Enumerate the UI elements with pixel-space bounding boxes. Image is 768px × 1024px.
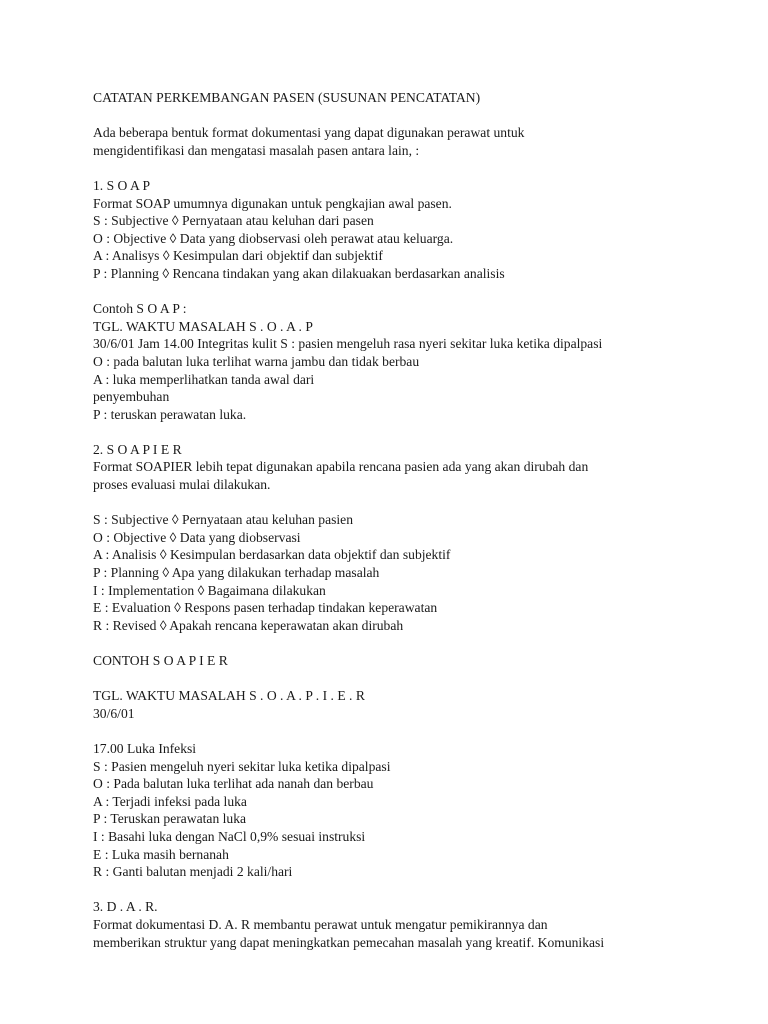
soap-example-line: P : teruskan perawatan luka. <box>93 406 247 422</box>
soapier-example-line: A : Terjadi infeksi pada luka <box>93 793 247 809</box>
soapier-line: A : Analisis ◊ Kesimpulan berdasarkan data objektif dan subjektif <box>93 547 451 563</box>
soapier-intro-line: proses evaluasi mulai dilakukan. <box>93 477 271 493</box>
spacer <box>93 634 713 652</box>
soapier-example-header-line: TGL. WAKTU MASALAH S . O . A . P . I . E . R <box>93 688 365 704</box>
soap-line: S : Subjective ◊ Pernyataan atau keluhan dari pasen <box>93 213 374 229</box>
soap-example-line: TGL. WAKTU MASALAH S . O . A . P <box>93 318 313 334</box>
spacer <box>93 107 713 125</box>
soapier-example-line: E : Luka masih bernanah <box>93 846 229 862</box>
soapier-line: E : Evaluation ◊ Respons pasen terhadap tindakan keperawatan <box>93 600 438 616</box>
spacer <box>93 881 713 899</box>
document-title: CATATAN PERKEMBANGAN PASEN (SUSUNAN PENCATATAN) <box>93 90 481 105</box>
soapier-heading: 2. S O A P I E R <box>93 441 182 457</box>
soap-example-line: O : pada balutan luka terlihat warna jambu dan tidak berbau <box>93 353 420 369</box>
soap-example-line: penyembuhan <box>93 389 170 405</box>
soapier-example-header-line: 30/6/01 <box>93 705 135 721</box>
dar-heading: 3. D . A . R. <box>93 899 158 915</box>
soapier-line: R : Revised ◊ Apakah rencana keperawatan akan dirubah <box>93 617 404 633</box>
document-body <box>93 89 713 951</box>
spacer <box>93 494 713 512</box>
soap-heading: 1. S O A P <box>93 177 151 193</box>
soapier-example-line: R : Ganti balutan menjadi 2 kali/hari <box>93 864 293 880</box>
soapier-example-heading: CONTOH S O A P I E R <box>93 653 228 668</box>
soap-line: A : Analisys ◊ Kesimpulan dari objektif dan subjektif <box>93 248 383 264</box>
intro-line: mengidentifikasi dan mengatasi masalah pasen antara lain, : <box>93 142 420 158</box>
spacer <box>93 159 713 177</box>
spacer <box>93 722 713 740</box>
soap-line: P : Planning ◊ Rencana tindakan yang akan dilakuakan berdasarkan analisis <box>93 265 505 281</box>
soapier-line: P : Planning ◊ Apa yang dilakukan terhadap masalah <box>93 565 380 581</box>
soapier-example-line: O : Pada balutan luka terlihat ada nanah dan berbau <box>93 776 374 792</box>
soap-example-line: A : luka memperlihatkan tanda awal dari <box>93 371 315 387</box>
soapier-example-line: 17.00 Luka Infeksi <box>93 740 197 756</box>
dar-line: Format dokumentasi D. A. R membantu perawat untuk mengatur pemikirannya dan <box>93 916 548 932</box>
soap-example-line: 30/6/01 Jam 14.00 Integritas kulit S : pasien mengeluh rasa nyeri sekitar luka ketika dipalpasi <box>93 336 603 352</box>
soapier-line: O : Objective ◊ Data yang diobservasi <box>93 529 301 545</box>
spacer <box>93 670 713 688</box>
soapier-example-line: S : Pasien mengeluh nyeri sekitar luka ketika dipalpasi <box>93 758 391 774</box>
soap-line: Format SOAP umumnya digunakan untuk pengkajian awal pasen. <box>93 195 452 211</box>
spacer <box>93 423 713 441</box>
soap-example-line: Contoh S O A P : <box>93 301 187 317</box>
soapier-example-line: I : Basahi luka dengan NaCl 0,9% sesuai instruksi <box>93 828 366 844</box>
intro-line: Ada beberapa bentuk format dokumentasi yang dapat digunakan perawat untuk <box>93 125 525 141</box>
soapier-line: S : Subjective ◊ Pernyataan atau keluhan pasien <box>93 512 354 528</box>
soapier-intro-line: Format SOAPIER lebih tepat digunakan apabila rencana pasien ada yang akan dirubah dan <box>93 459 589 475</box>
soap-line: O : Objective ◊ Data yang diobservasi oleh perawat atau keluarga. <box>93 230 454 246</box>
dar-line: memberikan struktur yang dapat meningkatkan pemecahan masalah yang kreatif. Komunikasi <box>93 934 605 950</box>
soapier-line: I : Implementation ◊ Bagaimana dilakukan <box>93 582 326 598</box>
soapier-example-line: P : Teruskan perawatan luka <box>93 811 247 827</box>
spacer <box>93 283 713 301</box>
